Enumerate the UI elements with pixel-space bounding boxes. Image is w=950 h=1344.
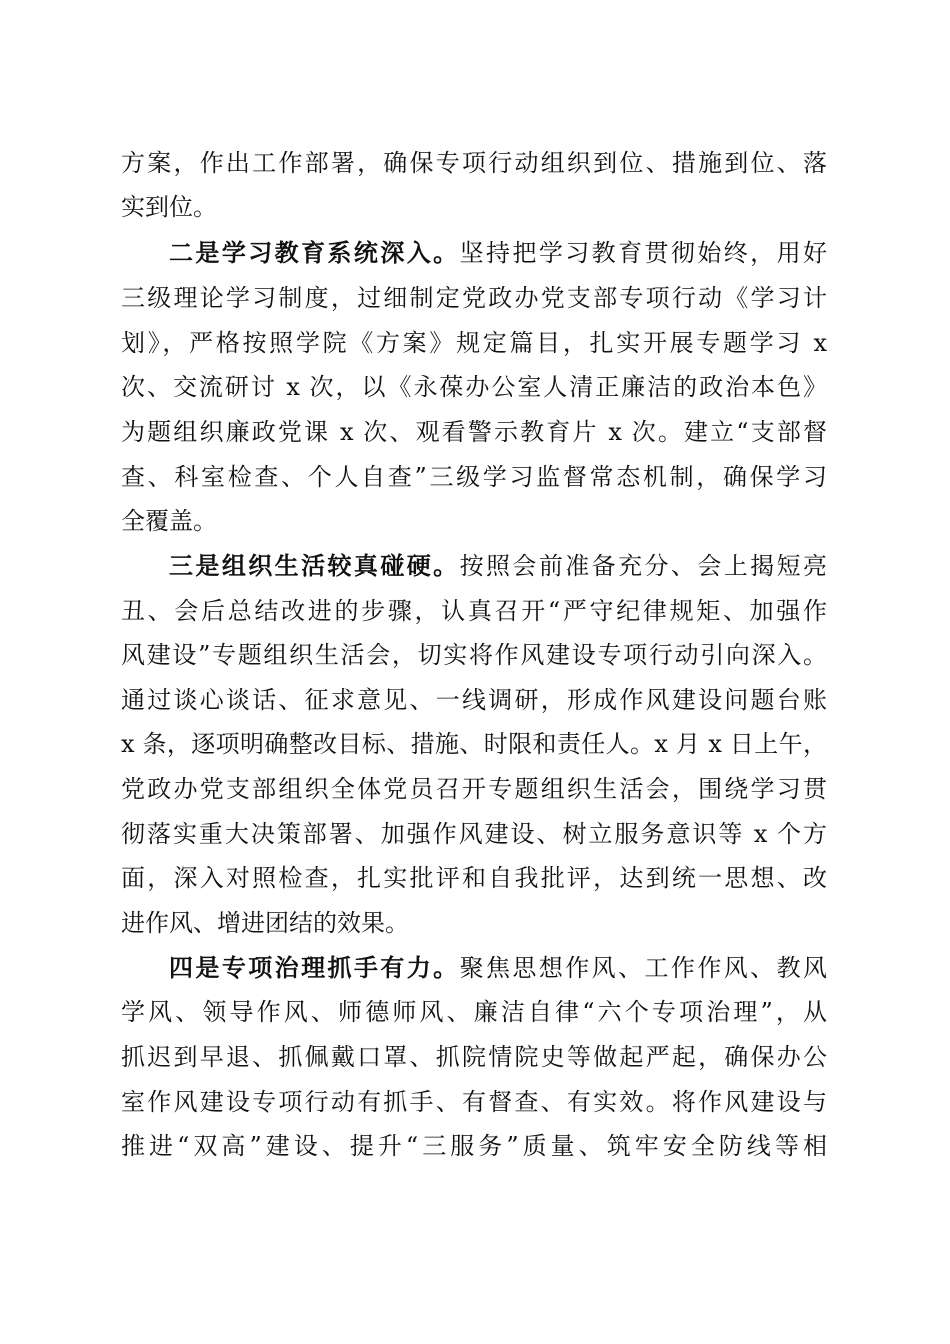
text-line <box>121 365 827 409</box>
line-text: 风建设”专题组织生活会，切实将作风建设专项行动引向深入。 <box>121 641 827 669</box>
line-text: x 条，逐项明确整改目标、措施、时限和责任人。x 月 x 日上午， <box>121 730 827 758</box>
text-line <box>121 589 827 633</box>
text-line <box>121 767 827 811</box>
line-text: 推进“双高”建设、提升“三服务”质量、筑牢安全防线等相 <box>121 1132 827 1160</box>
line-text: 实到位。 <box>121 193 217 221</box>
line-text: 面，深入对照检查，扎实批评和自我批评，达到统一思想、改 <box>121 864 827 892</box>
text-line <box>121 901 827 945</box>
line-text: 丑、会后总结改进的步骤，认真召开“严守纪律规矩、加强作 <box>121 597 827 625</box>
text-line <box>121 1124 827 1168</box>
line-text: 次、交流研讨 x 次，以《永葆办公室人清正廉洁的政治本色》 <box>121 373 827 401</box>
paragraph-heading-line <box>169 544 827 588</box>
text-line <box>121 678 827 722</box>
text-line <box>121 633 827 677</box>
text-line <box>121 812 827 856</box>
line-text: 三级理论学习制度，过细制定党政办党支部专项行动《学习计 <box>121 284 827 312</box>
line-text: 进作风、增进团结的效果。 <box>121 909 409 937</box>
line-text: 按照会前准备充分、会上揭短亮 <box>459 552 828 580</box>
paragraph-lead: 二是学习教育系统深入。 <box>169 238 460 267</box>
text-line <box>121 410 827 454</box>
text-line <box>121 1080 827 1124</box>
line-text: 彻落实重大决策部署、加强作风建设、树立服务意识等 x 个方 <box>121 820 827 848</box>
line-text: 室作风建设专项行动有抓手、有督查、有实效。将作风建设与 <box>121 1088 827 1116</box>
line-text: 党政办党支部组织全体党员召开专题组织生活会，围绕学习贯 <box>121 775 827 803</box>
paragraph-lead: 四是专项治理抓手有力。 <box>169 953 460 982</box>
line-text: 查、科室检查、个人自查”三级学习监督常态机制，确保学习 <box>121 463 827 491</box>
text-line <box>121 722 827 766</box>
text-line <box>121 321 827 365</box>
line-text: 方案，作出工作部署，确保专项行动组织到位、措施到位、落 <box>121 149 827 177</box>
text-line <box>121 990 827 1034</box>
line-text: 抓迟到早退、抓佩戴口罩、抓院情院史等做起严起，确保办公 <box>121 1043 827 1071</box>
paragraph-lead: 三是组织生活较真碰硬。 <box>169 551 460 580</box>
text-line <box>121 856 827 900</box>
line-text: 划》，严格按照学院《方案》规定篇目，扎实开展专题学习 x <box>121 329 827 357</box>
paragraph-heading-line <box>169 946 827 990</box>
line-text: 通过谈心谈话、征求意见、一线调研，形成作风建设问题台账 <box>121 686 827 714</box>
line-text: 坚持把学习教育贯彻始终，用好 <box>459 239 828 267</box>
text-line <box>121 185 827 229</box>
text-line <box>121 141 827 185</box>
text-line <box>121 499 827 543</box>
line-text: 聚焦思想作风、工作作风、教风 <box>459 954 828 982</box>
text-line <box>121 455 827 499</box>
text-line <box>121 1035 827 1079</box>
line-text: 全覆盖。 <box>121 507 217 535</box>
line-text: 学风、领导作风、师德师风、廉洁自律“六个专项治理”，从 <box>121 998 827 1026</box>
line-text: 为题组织廉政党课 x 次、观看警示教育片 x 次。建立“支部督 <box>121 418 827 446</box>
text-line <box>121 276 827 320</box>
paragraph-heading-line <box>169 231 827 275</box>
